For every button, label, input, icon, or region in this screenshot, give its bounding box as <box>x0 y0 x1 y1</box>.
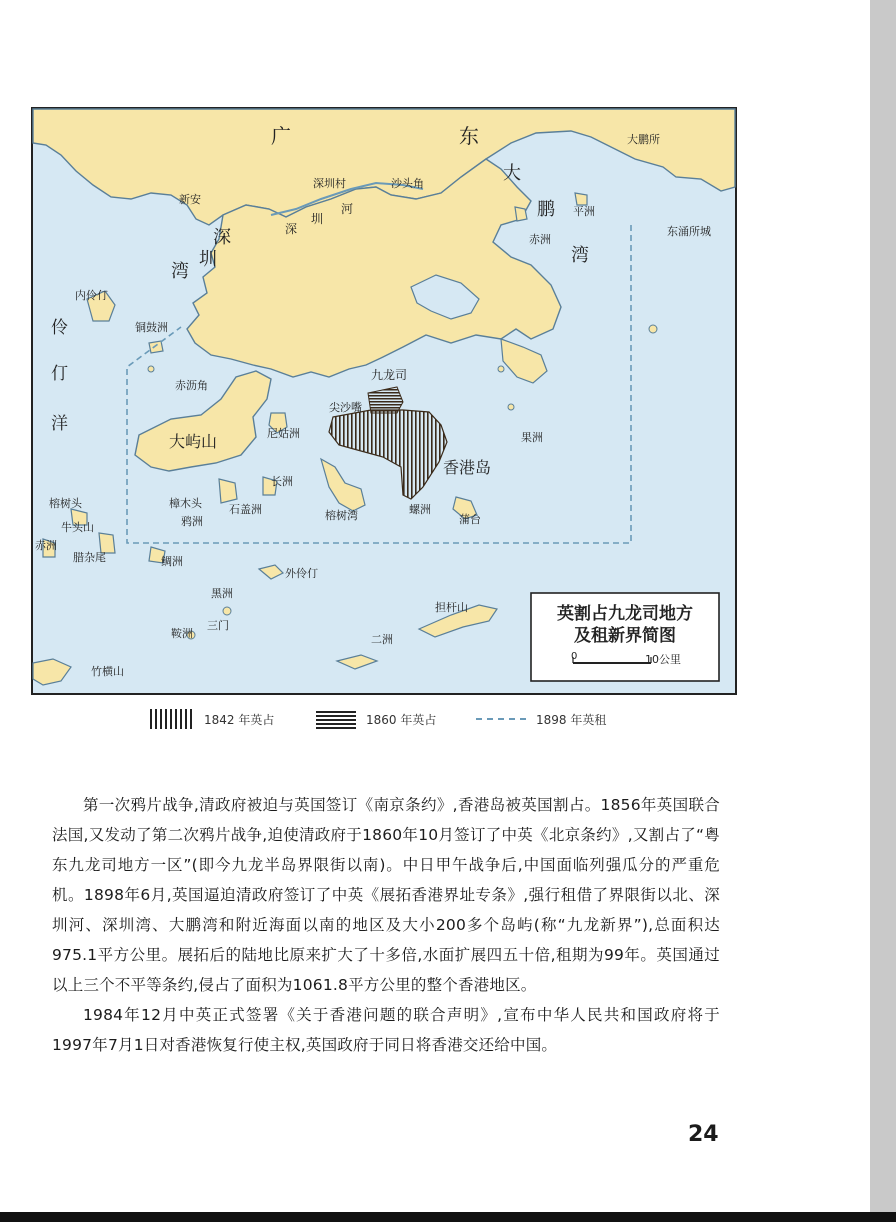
label-neilingding: 内伶仃 <box>75 289 108 302</box>
label-sanmen: 三门 <box>207 619 229 632</box>
paragraph-1: 第一次鸦片战争,清政府被迫与英国签订《南京条约》,香港岛被英国割占。1856年英国联合法国,又发动了第二次鸦片战争,迫使清政府于1860年10月签订了中英《北京条约》,又割占了“粤东九龙司地方一区”(即今九龙半岛界限街以南)。中日甲午战争后,中国面临列强瓜分的严重危机。1898年6月,英国逼迫清政府签订了中英《展拓香港界址专条》,强行租借了界限街以北、深圳河、深圳湾、大鹏湾和附近海面以南的地区及大小200多个岛屿(称“九龙新界”),总面积达975.1平方公里。展拓后的陆地比原来扩大了十多倍,水面扩展四五十倍,租期为99年。英国通过以上三个不平等条约,侵占了面积为1061.8平方公里的整个香港地区。 <box>52 796 720 994</box>
label-lazawei: 腊杂尾 <box>73 551 106 564</box>
scale-value: 10公里 <box>645 653 681 666</box>
label-diaozhou: 鲷洲 <box>161 555 183 568</box>
scan-right-edge <box>870 0 896 1222</box>
small-islet-1 <box>649 325 657 333</box>
label-shenzhenwan-2: 圳 <box>199 249 217 270</box>
label-xianggangdao: 香港岛 <box>443 458 492 477</box>
body-text <box>52 790 720 1060</box>
small-islet-4 <box>508 404 514 410</box>
label-chizhou-west: 赤洲 <box>35 539 57 552</box>
small-islet-6 <box>498 366 504 372</box>
label-chilajiao: 赤沥角 <box>175 379 208 392</box>
scan-bottom-edge <box>0 1212 896 1222</box>
label-shenzhenhe-1: 深 <box>285 222 298 236</box>
label-changzhou: 长洲 <box>271 475 293 488</box>
map-title-line1: 英割占九龙司地方 <box>557 604 693 624</box>
label-da: 大 <box>503 163 521 184</box>
western-isle-2 <box>99 533 115 553</box>
label-shenzhenhe-2: 圳 <box>311 212 324 226</box>
label-heizhou: 黑洲 <box>211 587 233 600</box>
label-niguzhou: 尼姑洲 <box>267 427 300 440</box>
label-dangganshan: 担杆山 <box>435 601 468 614</box>
legend-item-1842 <box>150 706 274 732</box>
label-erzhou: 二洲 <box>371 633 393 646</box>
label-lingdingyang-3: 洋 <box>51 414 68 434</box>
label-zhuhengshan: 竹横山 <box>91 665 124 678</box>
label-rongshutou: 榕树头 <box>49 497 82 510</box>
label-shenzhenwan-3: 湾 <box>171 261 189 282</box>
label-dong: 东 <box>459 124 479 148</box>
label-shenzhencun: 深圳村 <box>313 177 346 190</box>
tung-ku-chau <box>149 341 163 353</box>
pingzhou-island <box>575 193 587 205</box>
label-wailingding: 外伶仃 <box>285 567 318 580</box>
historical-map <box>31 107 737 695</box>
legend-item-1898 <box>476 706 606 732</box>
label-niutoushan: 牛头山 <box>61 521 94 534</box>
label-dayushan: 大屿山 <box>169 432 218 451</box>
label-luozhou: 螺洲 <box>409 503 431 516</box>
map-legend <box>150 706 670 732</box>
small-islet-2 <box>223 607 231 615</box>
label-jianshazui: 尖沙嘴 <box>329 401 362 414</box>
label-dongyongsuocheng: 东涌所城 <box>667 225 711 238</box>
chizhou-east-island <box>515 207 527 221</box>
label-lingdingyang-1: 伶 <box>51 318 68 338</box>
legend-label: 1898 年英租 <box>536 712 607 727</box>
label-xinan: 新安 <box>179 193 201 206</box>
label-anzhou: 鞍洲 <box>171 627 193 640</box>
label-pengtai: 蒲台 <box>459 513 481 526</box>
paragraph-2: 1984年12月中英正式签署《关于香港问题的联合声明》,宣布中华人民共和国政府将于1997年7月1日对香港恢复行使主权,英国政府于同日将香港交还给中国。 <box>52 1006 720 1054</box>
label-guang: 广 <box>271 124 291 148</box>
label-zhangmutou: 樟木头 <box>169 497 202 510</box>
label-shigaizhou: 石盖洲 <box>229 503 262 516</box>
legend-swatch-horizontal <box>316 709 356 729</box>
legend-label: 1860 年英占 <box>366 712 437 727</box>
label-dapengsuo: 大鹏所 <box>627 133 660 146</box>
label-rongshuwan: 榕树湾 <box>325 509 358 522</box>
label-chizhou-east: 赤洲 <box>529 233 551 246</box>
label-jiulongsi: 九龙司 <box>371 368 408 382</box>
small-islet-5 <box>148 366 154 372</box>
label-wan-dapeng: 湾 <box>571 245 589 266</box>
scale-zero: 0 <box>571 651 578 662</box>
label-guozhou: 果洲 <box>521 431 543 444</box>
map-title-line2: 及租新界简图 <box>574 626 676 646</box>
legend-swatch-dashed <box>476 718 526 720</box>
label-pingzhou: 平洲 <box>573 205 595 218</box>
label-lingdingyang-2: 仃 <box>51 364 68 384</box>
page-number: 24 <box>688 1122 719 1147</box>
legend-label: 1842 年英占 <box>204 712 275 727</box>
label-shenzhenwan-1: 深 <box>213 227 231 248</box>
label-shatoujiao: 沙头角 <box>391 177 424 190</box>
label-shenzhenhe-3: 河 <box>341 202 354 216</box>
label-peng: 鹏 <box>537 199 555 220</box>
legend-swatch-vertical <box>150 709 194 729</box>
legend-item-1860 <box>316 706 436 732</box>
soko-islands <box>219 479 237 503</box>
label-tongguzhou: 铜鼓洲 <box>135 321 168 334</box>
label-yazhou: 鸦洲 <box>181 515 203 528</box>
